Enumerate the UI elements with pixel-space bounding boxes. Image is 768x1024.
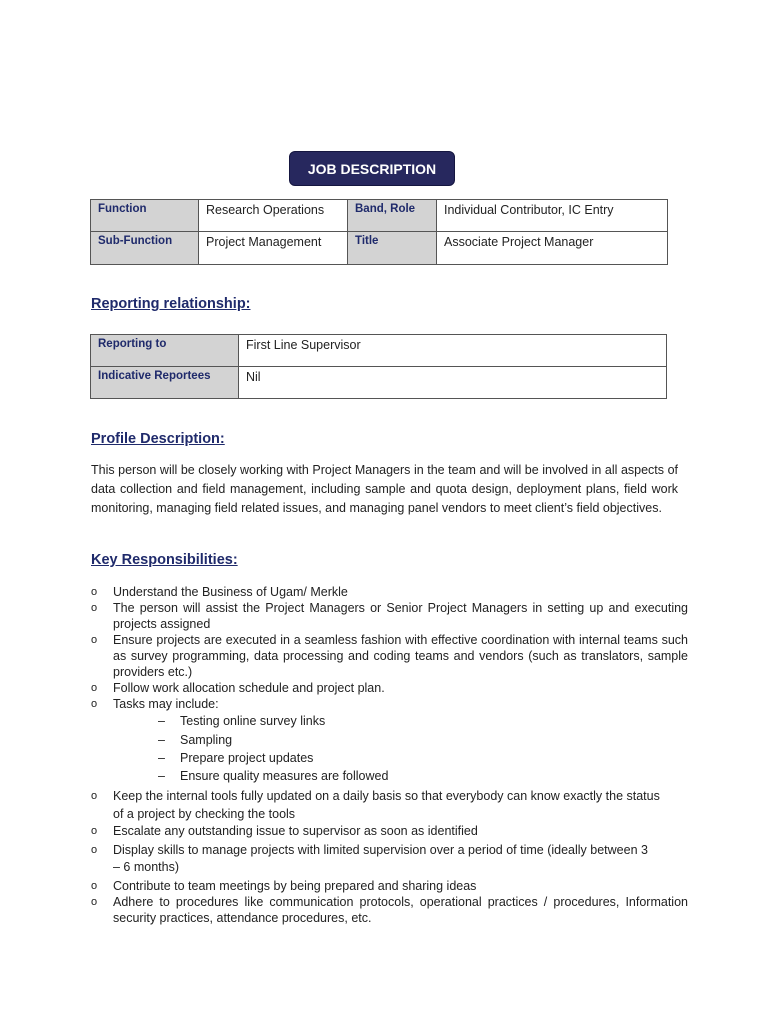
bullet-icon: o — [91, 698, 98, 710]
bullet-icon: o — [91, 844, 98, 856]
list-item: o Keep the internal tools fully updated on a daily basis so that everybody can know exactly the status of a project by checking the tools — [91, 789, 660, 821]
profile-description-text: This person will be closely working with Project Managers in the team and will be involved in all aspects of data collection and field management, including sample and quota design, deployment plans, field work monitoring, managing field related issues, and managing panel vendors to meet client’s field objectives. — [91, 463, 678, 515]
list-item: o Display skills to manage projects with limited supervision over a period of time (ideally between 3 – 6 months) — [91, 843, 648, 874]
list-item: o Understand the Business of Ugam/ Merkle — [91, 585, 348, 599]
indicative-reportees-value: Nil — [239, 367, 667, 399]
title-value: Associate Project Manager — [437, 232, 668, 265]
indicative-reportees-label: Indicative Reportees — [91, 367, 239, 399]
task-item: – Ensure quality measures are followed — [158, 769, 389, 783]
dash-icon: – — [158, 733, 165, 747]
key-responsibilities-heading: Key Responsibilities: — [91, 552, 238, 568]
list-item: o The person will assist the Project Managers or Senior Project Managers in setting up and executing projects assigned — [91, 601, 688, 631]
list-item: o Follow work allocation schedule and project plan. — [91, 681, 385, 695]
bullet-icon: o — [91, 896, 98, 908]
bullet-icon: o — [91, 825, 98, 837]
sub-function-value: Project Management — [199, 232, 348, 265]
list-item: o Escalate any outstanding issue to supervisor as soon as identified — [91, 824, 478, 838]
role-table — [90, 199, 668, 265]
bullet-icon: o — [91, 634, 98, 646]
list-item: o Tasks may include: — [91, 697, 219, 711]
dash-icon: – — [158, 751, 165, 765]
function-label: Function — [91, 200, 199, 232]
reporting-to-label: Reporting to — [91, 335, 239, 367]
bullet-icon: o — [91, 586, 98, 598]
list-item: o Ensure projects are executed in a seamless fashion with effective coordination with internal teams such as survey programming, data processing and coding teams and vendors (such as translators, sample providers etc.) — [91, 633, 688, 679]
bullet-icon: o — [91, 790, 98, 802]
task-item: – Sampling — [158, 733, 233, 747]
task-item: – Testing online survey links — [158, 714, 326, 728]
band-role-label: Band, Role — [348, 200, 437, 232]
task-item: – Prepare project updates — [158, 751, 314, 765]
function-value: Research Operations — [199, 200, 348, 232]
bullet-icon: o — [91, 880, 98, 892]
list-item: o Adhere to procedures like communication protocols, operational practices / procedures, Information security practices, attendance procedures, etc. — [91, 895, 688, 925]
sub-function-label: Sub-Function — [91, 232, 199, 265]
reporting-to-value: First Line Supervisor — [239, 335, 667, 367]
bullet-icon: o — [91, 682, 98, 694]
job-description-title: JOB DESCRIPTION — [289, 151, 455, 186]
reporting-relationship-heading: Reporting relationship: — [91, 296, 251, 312]
dash-icon: – — [158, 714, 165, 728]
bullet-icon: o — [91, 602, 98, 614]
title-label: Title — [348, 232, 437, 265]
profile-description-heading: Profile Description: — [91, 431, 225, 447]
dash-icon: – — [158, 769, 165, 783]
reporting-table — [90, 334, 667, 399]
band-role-value: Individual Contributor, IC Entry — [437, 200, 668, 232]
list-item: o Contribute to team meetings by being prepared and sharing ideas — [91, 879, 477, 893]
